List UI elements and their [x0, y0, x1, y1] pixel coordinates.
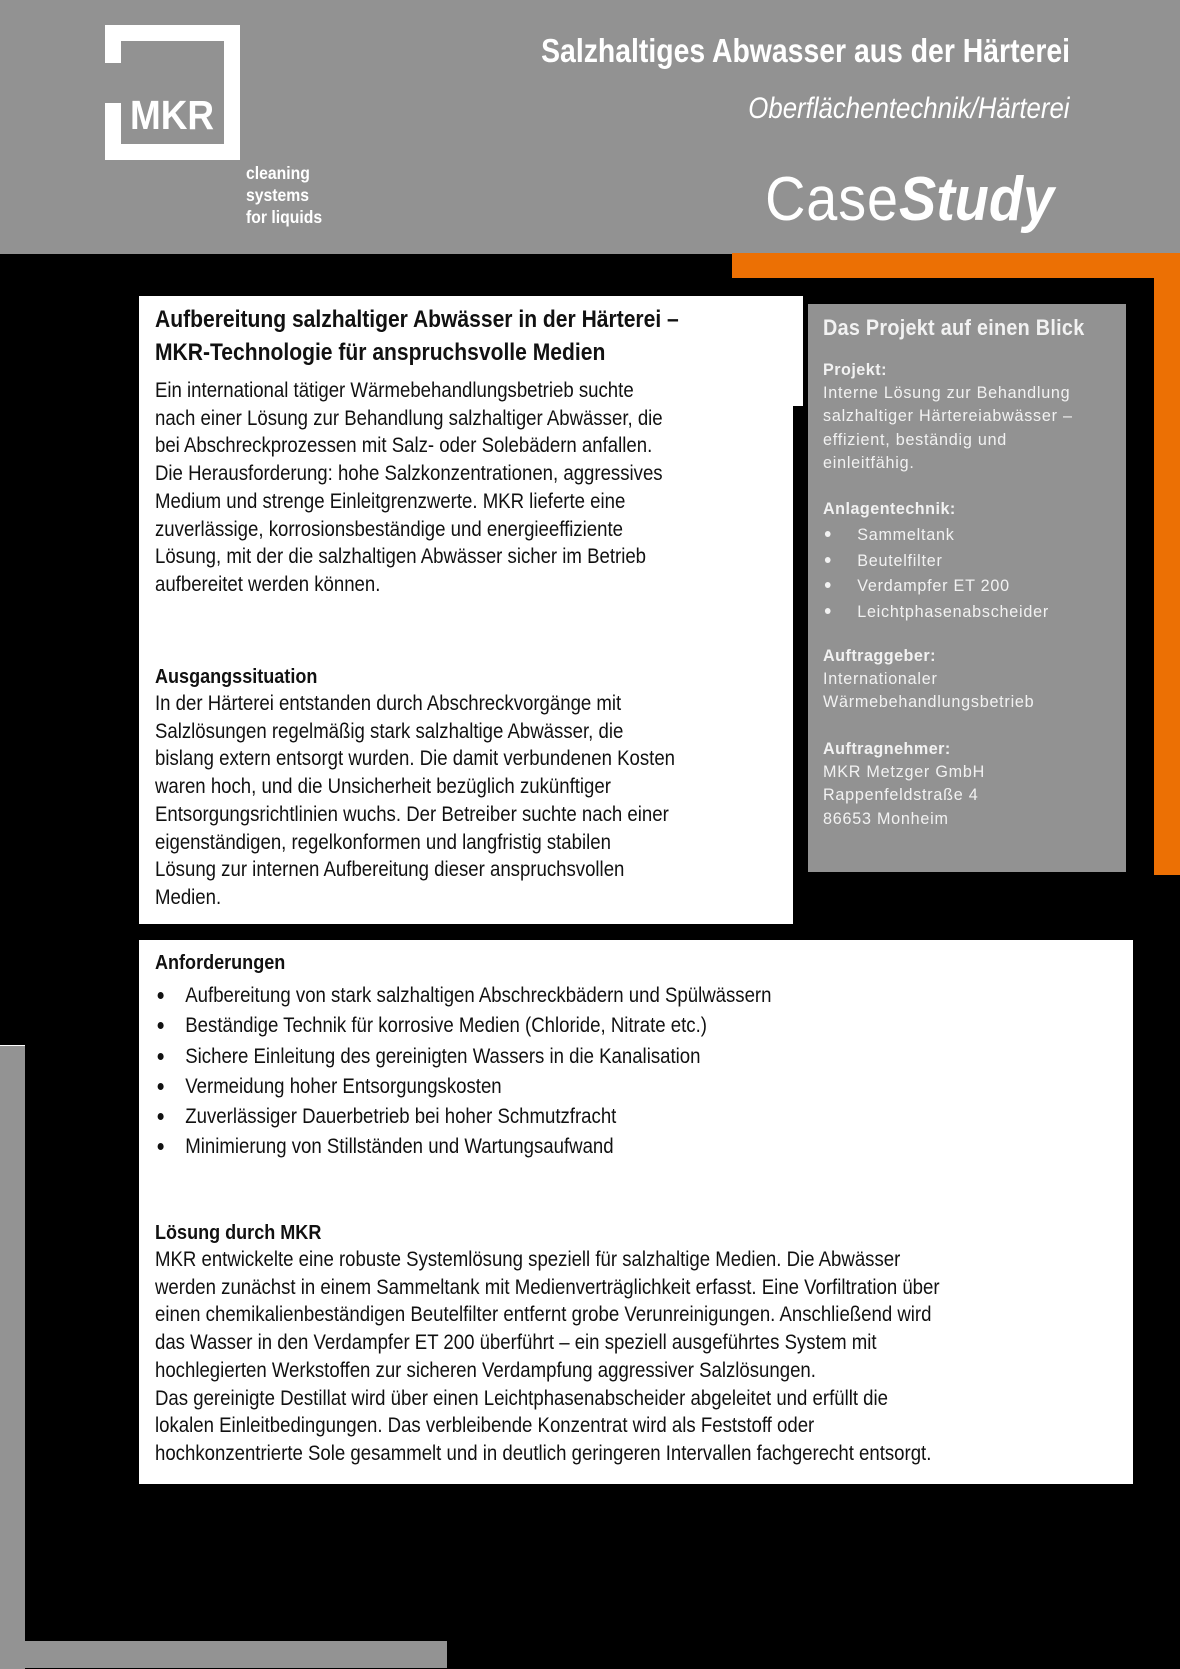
list-item: Leichtphasenabscheider	[823, 599, 1049, 625]
auftraggeber-text	[823, 667, 1034, 714]
text-line: bei Abschreckprozessen mit Salz- oder Solebädern anfallen.	[155, 433, 653, 458]
orange-accent-right	[1154, 253, 1180, 875]
tagline-line: for liquids	[246, 207, 323, 227]
list-item: Minimierung von Stillständen und Wartungsaufwand	[155, 1131, 771, 1161]
text-line: Internationaler	[823, 669, 938, 688]
heading-line: Aufbereitung salzhaltiger Abwässer in der Härterei –	[155, 306, 679, 333]
list-item: Zuverlässiger Dauerbetrieb bei hoher Schmutzfracht	[155, 1101, 771, 1131]
gray-accent-left	[0, 1045, 25, 1669]
text-line: 86653 Monheim	[823, 808, 949, 828]
anlagentechnik-list	[823, 522, 1049, 624]
text-line: Entsorgungsrichtlinien wuchs. Der Betreiber suchte nach einer	[155, 801, 669, 826]
text-line: werden zunächst in einem Sammeltank mit Medienverträglichkeit erfasst. Eine Vorfiltration über	[155, 1274, 940, 1299]
document-title: Salzhaltiges Abwasser aus der Härterei	[541, 32, 1070, 69]
loesung-heading: Lösung durch MKR	[155, 1221, 322, 1244]
text-line: das Wasser in den Verdampfer ET 200 überführt – ein speziell ausgeführtes System mit	[155, 1330, 877, 1355]
logo-frame-top	[105, 25, 240, 41]
text-line: einen chemikalienbeständigen Beutelfilter entfernt grobe Verunreinigungen. Anschließend wird	[155, 1302, 932, 1327]
case-study-badge	[765, 165, 1054, 235]
text-line: hochkonzentrierte Sole gesammelt und in deutlich geringeren Intervallen fachgerecht entsorgt.	[155, 1440, 932, 1465]
ausgangssituation-heading: Ausgangssituation	[155, 665, 318, 688]
anforderungen-heading: Anforderungen	[155, 951, 286, 974]
text-line: zuverlässige, korrosionsbeständige und energieeffiziente	[155, 516, 623, 541]
logo-frame-left-upper	[105, 25, 121, 63]
logo-frame-right	[224, 25, 240, 160]
text-line: Medien.	[155, 884, 222, 909]
list-item: Aufbereitung von stark salzhaltigen Abschreckbädern und Spülwässern	[155, 980, 771, 1010]
text-line: Rappenfeldstraße 4	[823, 785, 979, 805]
list-item: Vermeidung hoher Entsorgungskosten	[155, 1071, 771, 1101]
case-study-part2: Study	[898, 165, 1054, 234]
anforderungen-list	[155, 980, 771, 1162]
text-line: Medium und strenge Einleitgrenzwerte. MKR lieferte eine	[155, 488, 626, 513]
list-item: Beständige Technik für korrosive Medien (Chloride, Nitrate etc.)	[155, 1010, 771, 1040]
text-line: einleitfähig.	[823, 452, 915, 472]
text-line: eigenständigen, regelkonformen und langfristig stabilen	[155, 829, 611, 854]
logo-frame-left-lower	[105, 103, 121, 160]
text-line: Interne Lösung zur Behandlung	[823, 383, 1071, 402]
auftragnehmer-address	[823, 760, 985, 830]
auftragnehmer-label: Auftragnehmer:	[823, 739, 951, 758]
text-line: MKR Metzger GmbH	[823, 762, 986, 781]
auftraggeber-label: Auftraggeber:	[823, 646, 936, 665]
orange-accent-top	[732, 253, 1180, 278]
text-line: waren hoch, und die Unsicherheit bezüglich zukünftiger	[155, 774, 611, 799]
text-line: Das gereinigte Destillat wird über einen Leichtphasenabscheider abgeleitet und erfüllt die	[155, 1385, 889, 1410]
tagline-line: cleaning	[246, 163, 310, 183]
text-line: lokalen Einleitbedingungen. Das verbleibende Konzentrat wird als Feststoff oder	[155, 1413, 815, 1438]
text-line: In der Härterei entstanden durch Abschreckvorgänge mit	[155, 691, 622, 715]
heading-line: MKR-Technologie für anspruchsvolle Medien	[155, 339, 606, 366]
list-item: Verdampfer ET 200	[823, 573, 1049, 599]
logo-tagline	[246, 162, 322, 228]
loesung-paragraph	[155, 1246, 940, 1468]
case-study-part1: Case	[765, 165, 899, 234]
anlagentechnik-label: Anlagentechnik:	[823, 499, 956, 518]
text-line: salzhaltiger Härtereiabwässer –	[823, 406, 1073, 426]
document-subtitle: Oberflächentechnik/Härterei	[748, 92, 1070, 125]
ausgangssituation-paragraph	[155, 690, 675, 912]
text-line: effizient, beständig und	[823, 429, 1008, 449]
text-line: Die Herausforderung: hohe Salzkonzentrationen, aggressives	[155, 461, 663, 486]
list-item: Sichere Einleitung des gereinigten Wassers in die Kanalisation	[155, 1041, 771, 1071]
intro-heading	[155, 303, 679, 369]
tagline-line: systems	[246, 185, 310, 205]
list-item: Beutelfilter	[823, 548, 1049, 574]
summary-title: Das Projekt auf einen Blick	[823, 315, 1085, 340]
intro-paragraph	[155, 377, 663, 599]
text-line: Wärmebehandlungsbetrieb	[823, 692, 1035, 712]
projekt-text	[823, 381, 1073, 474]
text-line: nach einer Lösung zur Behandlung salzhaltiger Abwässer, die	[155, 405, 663, 430]
text-line: Ein international tätiger Wärmebehandlungsbetrieb suchte	[155, 378, 634, 402]
logo-frame-bottom	[105, 144, 240, 160]
text-line: MKR entwickelte eine robuste Systemlösung speziell für salzhaltige Medien. Die Abwässer	[155, 1247, 901, 1271]
logo-wordmark: MKR	[130, 92, 215, 138]
text-line: Lösung, mit der die salzhaltigen Abwässer sicher im Betrieb	[155, 544, 647, 569]
text-line: Lösung zur internen Aufbereitung dieser anspruchsvollen	[155, 857, 625, 882]
list-item: Sammeltank	[823, 522, 1049, 548]
text-line: hochlegierten Werkstoffen zur sicheren Verdampfung aggressiver Salzlösungen.	[155, 1357, 816, 1382]
projekt-label: Projekt:	[823, 360, 887, 379]
gray-accent-bottom	[0, 1641, 447, 1668]
text-line: Salzlösungen regelmäßig stark salzhaltige Abwässer, die	[155, 718, 624, 743]
text-line: aufbereitet werden können.	[155, 571, 381, 596]
text-line: bislang extern entsorgt wurden. Die damit verbundenen Kosten	[155, 746, 676, 771]
